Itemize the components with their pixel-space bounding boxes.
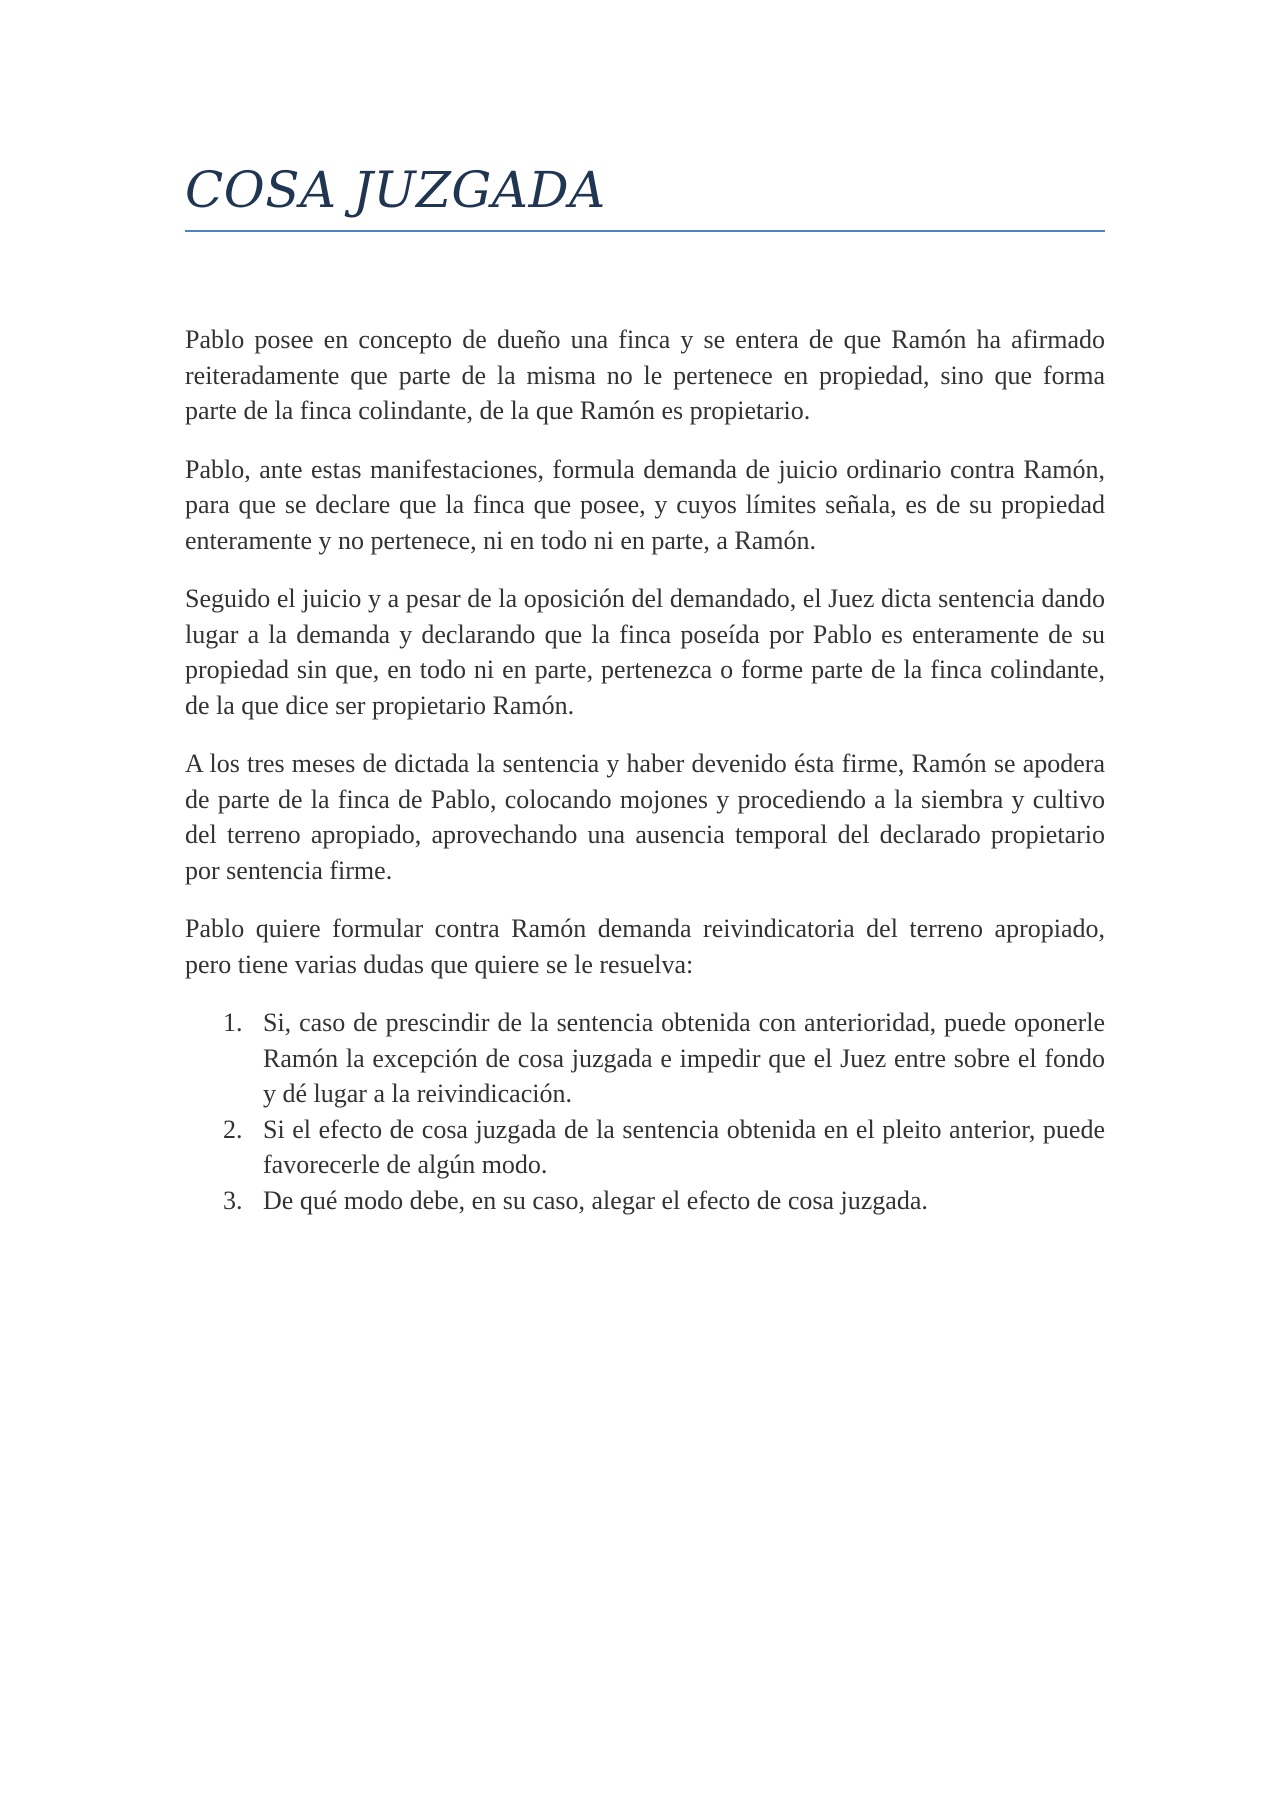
list-item [185, 1005, 1105, 1112]
questions-list [185, 1005, 1105, 1218]
list-item-text: Si el efecto de cosa juzgada de la sentencia obtenida en el pleito anterior, puede favorecerle de algún modo. [263, 1114, 1105, 1179]
paragraph-2: Pablo, ante estas manifestaciones, formula demanda de juicio ordinario contra Ramón, para que se declare que la finca que posee, y cuyos límites señala, es de su propiedad enteramente y no pertenece, ni en todo ni en parte, a Ramón. [185, 454, 1105, 555]
list-item-text: Si, caso de prescindir de la sentencia obtenida con anterioridad, puede oponerle Ramón la excepción de cosa juzgada e impedir que el Juez entre sobre el fondo y dé lugar a la reivindicación. [263, 1008, 1105, 1108]
list-item [185, 1183, 1105, 1219]
list-item [185, 1112, 1105, 1183]
list-item-number: 3. [223, 1185, 243, 1215]
paragraph-1: Pablo posee en concepto de dueño una finca y se entera de que Ramón ha afirmado reiteradamente que parte de la misma no le pertenece en propiedad, sino que forma parte de la finca colindante, de la que Ramón es propietario. [185, 325, 1105, 425]
list-item-number: 1. [223, 1008, 243, 1037]
paragraph-5: Pablo quiere formular contra Ramón demanda reivindicatoria del terreno apropiado, pero tiene varias dudas que quiere se le resuelva: [185, 914, 1105, 979]
paragraph-3: Seguido el juicio y a pesar de la oposición del demandado, el Juez dicta sentencia dando lugar a la demanda y declarando que la finca poseída por Pablo es enteramente de su propiedad sin que, en todo ni en parte, pertenezca o forme parte de la finca colindante, de la que dice ser propietario Ramón. [185, 584, 1105, 720]
list-item-text: De qué modo debe, en su caso, alegar el efecto de cosa juzgada. [263, 1185, 928, 1215]
document-body [185, 322, 1105, 1218]
title-underline [185, 230, 1105, 232]
paragraph-4: A los tres meses de dictada la sentencia y haber devenido ésta firme, Ramón se apodera de parte de la finca de Pablo, colocando mojones y procediendo a la siembra y cultivo del terreno apropiado, aprovechando una ausencia temporal del declarado propietario por sentencia firme. [185, 749, 1105, 885]
list-item-number: 2. [223, 1114, 243, 1144]
document-page [185, 0, 1105, 1218]
page-title: COSA JUZGADA [185, 161, 606, 219]
